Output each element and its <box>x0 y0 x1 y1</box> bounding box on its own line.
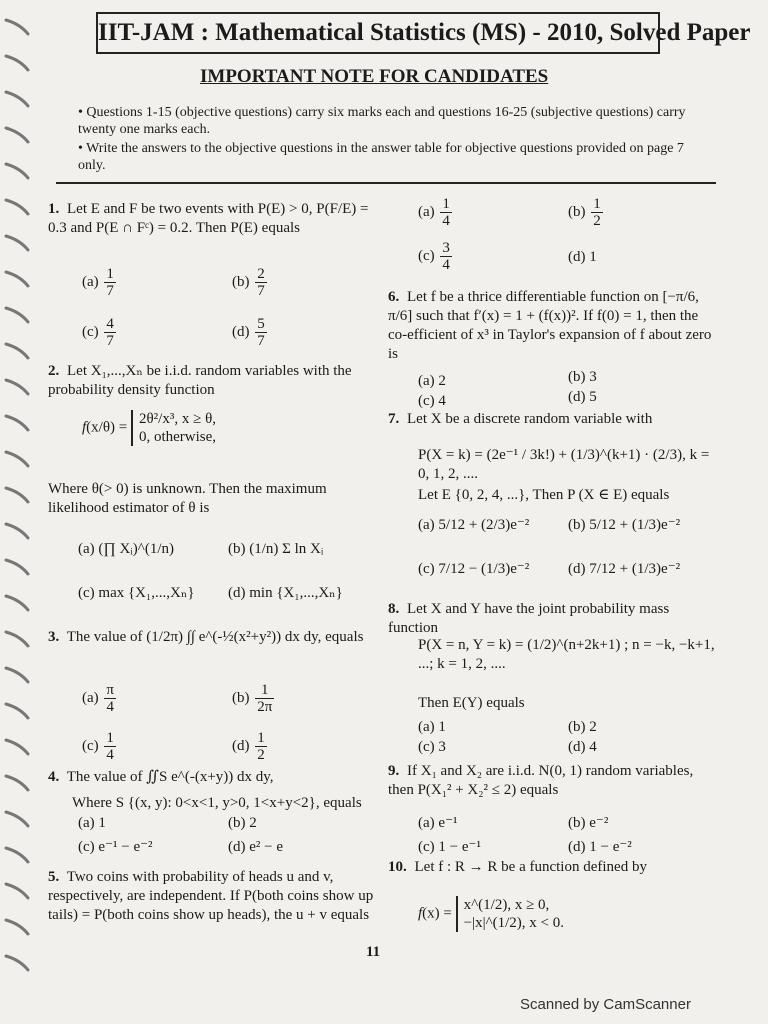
option: (c) 7/12 − (1/3)e⁻² <box>418 561 530 577</box>
option: (a) 1 <box>78 815 106 831</box>
option: (d) 4 <box>568 739 597 755</box>
question-number: 4. <box>48 769 60 785</box>
option: (a) e⁻¹ <box>418 815 458 831</box>
option: (b) $\frac{1}{2}$ <box>568 196 601 229</box>
option: (b) 5/12 + (1/3)e⁻² <box>568 517 681 533</box>
question-number: 5. <box>48 869 60 885</box>
candidate-notes <box>78 104 714 176</box>
question-number: 3. <box>48 629 60 645</box>
question-4 <box>48 768 378 787</box>
option: (b) (1/n) Σ ln Xᵢ <box>228 541 324 557</box>
q6-options <box>418 369 718 412</box>
question-10 <box>388 858 718 877</box>
question-7 <box>388 410 718 429</box>
q5-options <box>418 196 718 282</box>
option: (a) (∏ Xᵢ)^(1/n) <box>78 541 174 557</box>
question-text: If X₁ and X₂ are i.i.d. N(0, 1) random variables, then P(X₁² + X₂² ≤ 2) equals <box>388 763 694 798</box>
option: (a) 2 <box>418 373 446 389</box>
option: (d) e² − e <box>228 839 284 855</box>
option: (d) 1 − e⁻² <box>568 839 632 855</box>
q2-options <box>78 540 378 610</box>
option: (c) e⁻¹ − e⁻² <box>78 839 153 855</box>
scanner-watermark: Scanned by CamScanner <box>520 996 691 1013</box>
piecewise-function: f(x) = x^(1/2), x ≥ 0, −|x|^(1/2), x < 0. <box>418 897 564 931</box>
note-heading: IMPORTANT NOTE FOR CANDIDATES <box>200 66 549 87</box>
q3-options <box>82 682 372 778</box>
question-text: Let X and Y have the joint probability mass function <box>388 601 670 636</box>
option: (d) 7/12 + (1/3)e⁻² <box>568 561 681 577</box>
question-text: The value of (1/2π) ∫∫ e^(-½(x²+y²)) dx dy, equals <box>66 629 364 645</box>
question-number: 8. <box>388 601 400 617</box>
q9-options <box>418 814 718 864</box>
question-text: Two coins with probability of heads u and v, respectively, are independent. If P(both coins show up tails) = P(both coins show up heads), the u + v equals <box>48 869 374 923</box>
question-number: 2. <box>48 363 60 379</box>
option: (d) 5 <box>568 389 597 405</box>
option: (d) $\frac{5}{7}$ <box>232 316 265 349</box>
divider <box>56 182 716 184</box>
pmf-formula: P(X = n, Y = k) = (1/2)^(n+2k+1) ; n = −k, −k+1, ...; k = 1, 2, .... <box>418 637 715 672</box>
question-text-continued: Where S {(x, y): 0<x<1, y>0, 1<x+y<2}, equals <box>72 795 362 811</box>
option: (b) $\frac{1}{2\pi}$ <box>232 682 273 715</box>
option: (a) 1 <box>418 719 446 735</box>
option: (a) $\frac{1}{4}$ <box>418 196 450 229</box>
option: (b) $\frac{2}{7}$ <box>232 266 265 299</box>
q8-options <box>418 718 718 762</box>
question-number: 10. <box>388 859 407 875</box>
option: (b) 2 <box>228 815 257 831</box>
question-text-continued: Where θ(> 0) is unknown. Then the maximum likelihood estimator of θ is <box>48 481 327 516</box>
option: (d) 1 <box>568 249 597 265</box>
density-function: f(x/θ) = 2θ²/x³, x ≥ θ, 0, otherwise, <box>82 411 217 445</box>
note-item: • Write the answers to the objective questions in the answer table for objective questions provided on page 7 only. <box>78 141 684 173</box>
option: (a) $\frac{\pi}{4}$ <box>82 682 114 715</box>
question-6 <box>388 288 718 364</box>
option: (a) $\frac{1}{7}$ <box>82 266 114 299</box>
question-text-continued: Let E {0, 2, 4, ...}, Then P (X ∈ E) equals <box>418 487 670 503</box>
question-text-continued: Then E(Y) equals <box>418 695 525 711</box>
option: (c) max {X₁,...,Xₙ} <box>78 585 195 601</box>
option: (c) 4 <box>418 393 446 409</box>
question-text: Let X be a discrete random variable with <box>407 411 653 427</box>
q4-options <box>78 814 378 864</box>
option: (c) 3 <box>418 739 446 755</box>
question-number: 6. <box>388 289 400 305</box>
question-text: The value of ∬S e^(-(x+y)) dx dy, <box>66 769 274 785</box>
option: (c) $\frac{1}{4}$ <box>82 730 114 763</box>
page-number: 11 <box>366 944 381 960</box>
question-text: Let E and F be two events with P(E) > 0, P(F/E) = 0.3 and P(E ∩ Fᶜ) = 0.2. Then P(E) equals <box>48 201 369 236</box>
question-text: Let X₁,...,Xₙ be i.i.d. random variables with the probability density function <box>48 363 352 398</box>
option: (c) $\frac{4}{7}$ <box>82 316 114 349</box>
option: (c) $\frac{3}{4}$ <box>418 240 450 273</box>
option: (b) 2 <box>568 719 597 735</box>
q1-options <box>82 266 372 366</box>
option: (a) 5/12 + (2/3)e⁻² <box>418 517 530 533</box>
option: (b) 3 <box>568 369 597 385</box>
question-5 <box>48 868 378 925</box>
question-number: 1. <box>48 201 60 217</box>
paper-title: IIT-JAM : Mathematical Statistics (MS) - 2010, Solved Paper <box>96 12 660 54</box>
option: (d) $\frac{1}{2}$ <box>232 730 265 763</box>
option: (d) min {X₁,...,Xₙ} <box>228 585 343 601</box>
question-3 <box>48 628 378 647</box>
option: (c) 1 − e⁻¹ <box>418 839 481 855</box>
note-text: Questions 1-15 (objective questions) carry six marks each and questions 16-25 (subjective questions) carry twenty one marks each. <box>78 105 686 137</box>
question-2 <box>48 362 378 400</box>
question-number: 7. <box>388 411 400 427</box>
pmf-formula: P(X = k) = (2e⁻¹ / 3k!) + (1/3)^(k+1) · (2/3), k = 0, 1, 2, .... <box>418 447 710 482</box>
spiral-binding <box>0 0 40 1024</box>
option: (b) e⁻² <box>568 815 609 831</box>
question-1 <box>48 200 378 238</box>
note-text: Write the answers to the objective questions in the answer table for objective questions provided on page 7 only. <box>78 141 684 173</box>
question-text: Let f : R → R be a function defined by <box>414 859 647 875</box>
question-8 <box>388 600 718 638</box>
question-text: Let f be a thrice differentiable function on [−π/6, π/6] such that f′(x) = 1 + (f(x))². If f(0) = 1, then the co-efficient of x³ in Taylor's expansion of f about zero is <box>388 289 712 362</box>
note-item: • Questions 1-15 (objective questions) carry six marks each and questions 16-25 (subjective questions) carry twenty one marks each. <box>78 105 686 137</box>
question-number: 9. <box>388 763 400 779</box>
q7-options <box>418 516 718 596</box>
question-9 <box>388 762 718 800</box>
